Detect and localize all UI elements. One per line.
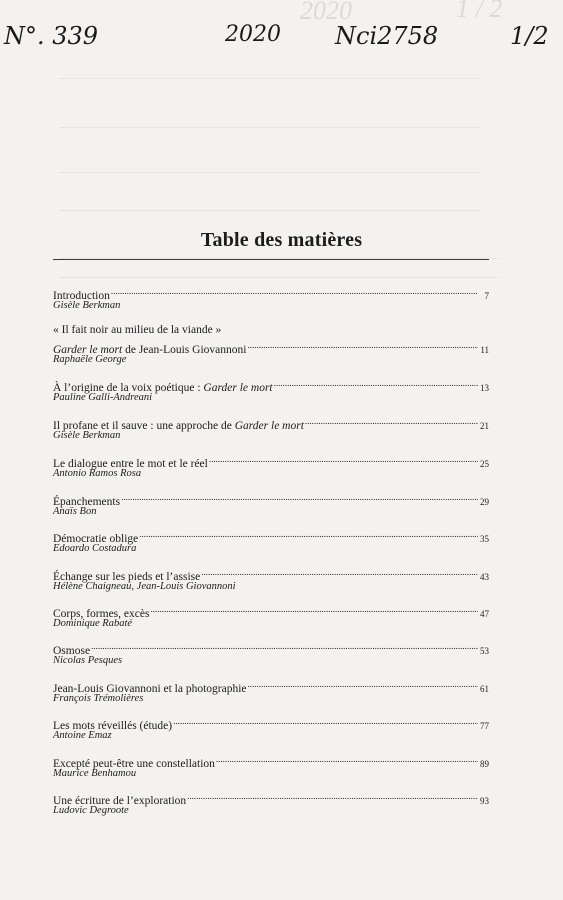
page-number: 11 <box>480 345 489 355</box>
page-number: 43 <box>480 572 489 582</box>
toc-entry[interactable] <box>53 677 489 706</box>
dot-leader <box>248 677 478 692</box>
dot-leader <box>201 565 478 580</box>
dot-leader <box>216 752 478 767</box>
toc-entry-line <box>53 414 489 432</box>
dot-leader <box>173 714 478 729</box>
toc-entry-author: Maurice Benhamou <box>53 768 137 779</box>
dot-leader <box>121 490 478 505</box>
toc-entry-title-text: Excepté peut-être une constellation <box>53 758 215 770</box>
page-number: 25 <box>480 459 489 469</box>
toc-entry-title-text: Épanchements <box>53 496 121 508</box>
toc-entry-title-italic: Garder le mort <box>234 420 304 432</box>
handwritten-year: 2020 <box>225 22 281 47</box>
page-number: 89 <box>480 759 489 769</box>
page-number: 53 <box>480 646 489 656</box>
toc-entry-line <box>53 714 489 732</box>
toc-entry[interactable] <box>53 490 489 519</box>
page-title: Table des matières <box>200 229 363 251</box>
toc-entry[interactable] <box>53 452 489 481</box>
page-number: 61 <box>480 684 489 694</box>
toc-entry[interactable] <box>53 414 489 443</box>
page-number: 35 <box>480 534 489 544</box>
toc-entry-lead: « Il fait noir au milieu de la viande » <box>53 324 222 336</box>
toc-entry-author: Nicolas Pesques <box>53 655 123 666</box>
dot-leader <box>111 284 478 299</box>
toc-entry-title-text: Une écriture de l’exploration <box>53 795 187 807</box>
toc-entry-author: Edoardo Costadura <box>53 543 137 554</box>
toc-entry-line <box>53 752 489 770</box>
toc-entry-author: Dominique Rabaté <box>53 618 133 629</box>
toc-entry-title-text: Introduction <box>53 290 110 302</box>
toc-entry-title-text: Les mots réveillés (étude) <box>53 720 173 732</box>
toc-entry-title-italic: Garder le mort <box>53 344 123 356</box>
toc-entry-title-text: Osmose <box>53 645 91 657</box>
toc-entry-author: Hélène Chaigneau, Jean-Louis Giovannoni <box>53 581 236 592</box>
toc-entry-line <box>53 565 489 583</box>
bleed-through: 1 / 2 2020 <box>0 0 563 900</box>
handwritten-fraction: 1/2 <box>510 22 549 50</box>
table-of-contents <box>53 284 489 818</box>
toc-entry[interactable] <box>53 714 489 743</box>
dot-leader <box>139 527 478 542</box>
toc-entry-line <box>53 602 489 620</box>
toc-entry-author: Antonio Ramos Rosa <box>53 468 142 479</box>
toc-entry-title-text: Corps, formes, excès <box>53 608 150 620</box>
page-number: 7 <box>484 291 489 301</box>
page-number: 47 <box>480 609 489 619</box>
toc-entry-line <box>53 490 489 508</box>
toc-entry-title-suffix: de Jean-Louis Giovannoni <box>122 344 247 356</box>
toc-entry[interactable] <box>53 789 489 818</box>
dot-leader <box>150 602 478 617</box>
toc-entry-line <box>53 639 489 657</box>
handwritten-number: N°. 339 <box>4 22 99 50</box>
toc-entry[interactable] <box>53 376 489 405</box>
toc-entry-line <box>53 789 489 807</box>
toc-entry-author: Gisèle Berkman <box>53 430 121 441</box>
toc-entry-line <box>53 376 489 394</box>
toc-entry-line <box>53 284 489 302</box>
toc-entry-author: Anaïs Bon <box>53 506 97 517</box>
toc-entry[interactable] <box>53 565 489 594</box>
toc-entry-author: Pauline Galli-Andreani <box>53 392 153 403</box>
page-number: 93 <box>480 796 489 806</box>
toc-entry-title-italic: Garder le mort <box>203 382 273 394</box>
toc-entry[interactable] <box>53 527 489 556</box>
page-number: 21 <box>480 421 489 431</box>
toc-entry-line <box>53 527 489 545</box>
toc-entry[interactable] <box>53 752 489 781</box>
handwritten-code: Nci2758 <box>335 22 439 50</box>
toc-entry[interactable] <box>53 284 489 313</box>
toc-entry-line <box>53 677 489 695</box>
toc-entry-line <box>53 338 489 356</box>
toc-entry-title-text: Il profane et il sauve : une approche de <box>53 420 235 432</box>
toc-entry[interactable] <box>53 639 489 668</box>
toc-entry-author: Gisèle Berkman <box>53 300 121 311</box>
page-number: 13 <box>480 383 489 393</box>
toc-entry-author: Raphaële George <box>53 354 127 365</box>
dot-leader <box>274 376 478 391</box>
dot-leader <box>187 789 478 804</box>
toc-entry-title-text: Le dialogue entre le mot et le réel <box>53 458 208 470</box>
page-number: 29 <box>480 497 489 507</box>
dot-leader <box>247 338 478 353</box>
toc-entry-author: Antoine Emaz <box>53 730 112 741</box>
toc-entry-title-text: Démocratie oblige <box>53 533 139 545</box>
title-rule <box>53 259 489 260</box>
toc-entry-title-text: Échange sur les pieds et l’assise <box>53 571 201 583</box>
toc-entry-title-text: À l’origine de la voix poétique : <box>53 382 204 394</box>
dot-leader <box>209 452 478 467</box>
dot-leader <box>305 414 478 429</box>
toc-entry-author: Ludovic Degroote <box>53 805 129 816</box>
toc-entry[interactable] <box>53 602 489 631</box>
toc-entry-author: François Trémolières <box>53 693 144 704</box>
toc-entry[interactable] <box>53 323 489 367</box>
dot-leader <box>91 639 478 654</box>
toc-entry-line <box>53 452 489 470</box>
toc-entry-title-text: Jean-Louis Giovannoni et la photographie <box>53 683 247 695</box>
page-number: 77 <box>480 721 489 731</box>
